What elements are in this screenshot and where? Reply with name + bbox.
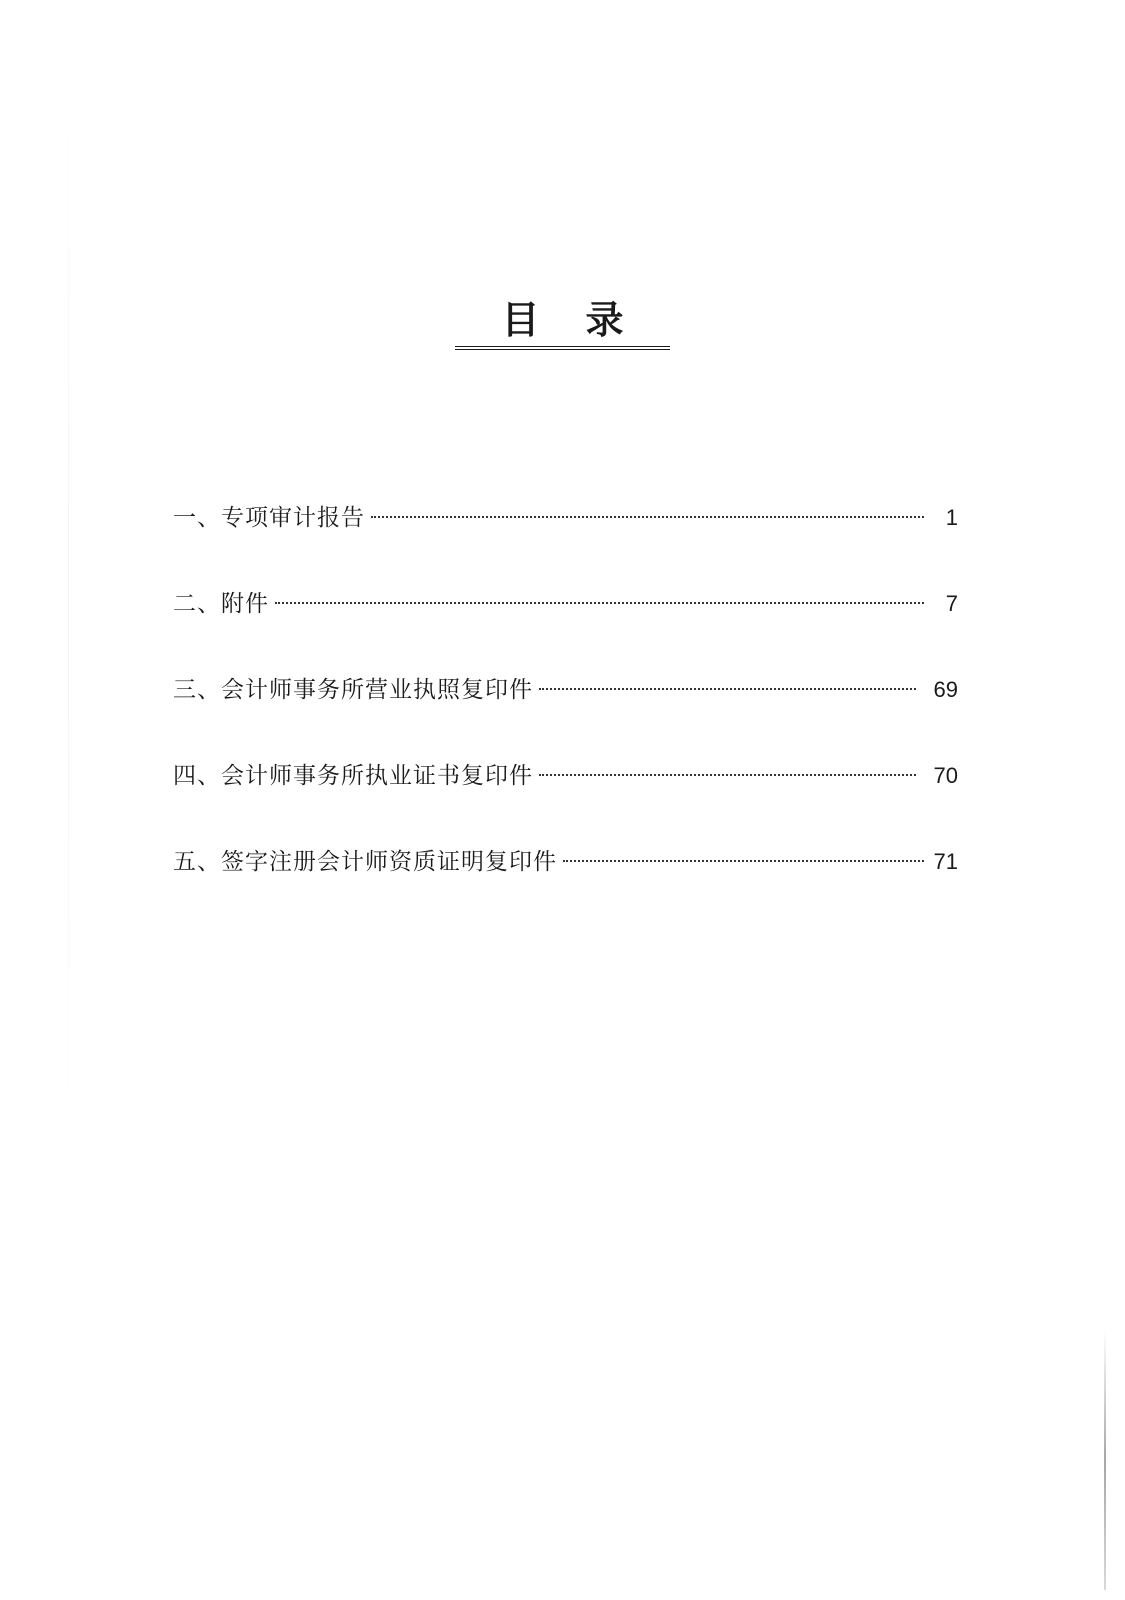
toc-entry-page: 71 [933, 849, 958, 874]
toc-dot-leader [539, 774, 916, 776]
toc-entry-page: 69 [933, 677, 958, 702]
table-of-contents [173, 500, 958, 930]
page-title: 目录 [455, 298, 669, 350]
title-block [0, 298, 1125, 350]
toc-entry-label: 四、会计师事务所执业证书复印件 [173, 763, 533, 789]
toc-entry-page: 7 [945, 591, 958, 616]
toc-entry-label: 五、签字注册会计师资质证明复印件 [173, 849, 557, 875]
scan-edge-artifact [68, 60, 69, 1160]
toc-entry [173, 844, 958, 930]
toc-entry-page: 70 [933, 763, 958, 788]
toc-dot-leader [539, 688, 916, 690]
toc-entry-page: 1 [945, 505, 958, 530]
scan-edge-artifact [1104, 1330, 1106, 1590]
toc-entry [173, 500, 958, 586]
toc-entry-label: 三、会计师事务所营业执照复印件 [173, 677, 533, 703]
toc-entry [173, 586, 958, 672]
toc-entry [173, 672, 958, 758]
toc-dot-leader [275, 602, 924, 604]
toc-entry [173, 758, 958, 844]
toc-entry-label: 一、专项审计报告 [173, 505, 365, 531]
toc-dot-leader [371, 516, 924, 518]
toc-entry-label: 二、附件 [173, 591, 269, 617]
toc-dot-leader [563, 860, 924, 862]
